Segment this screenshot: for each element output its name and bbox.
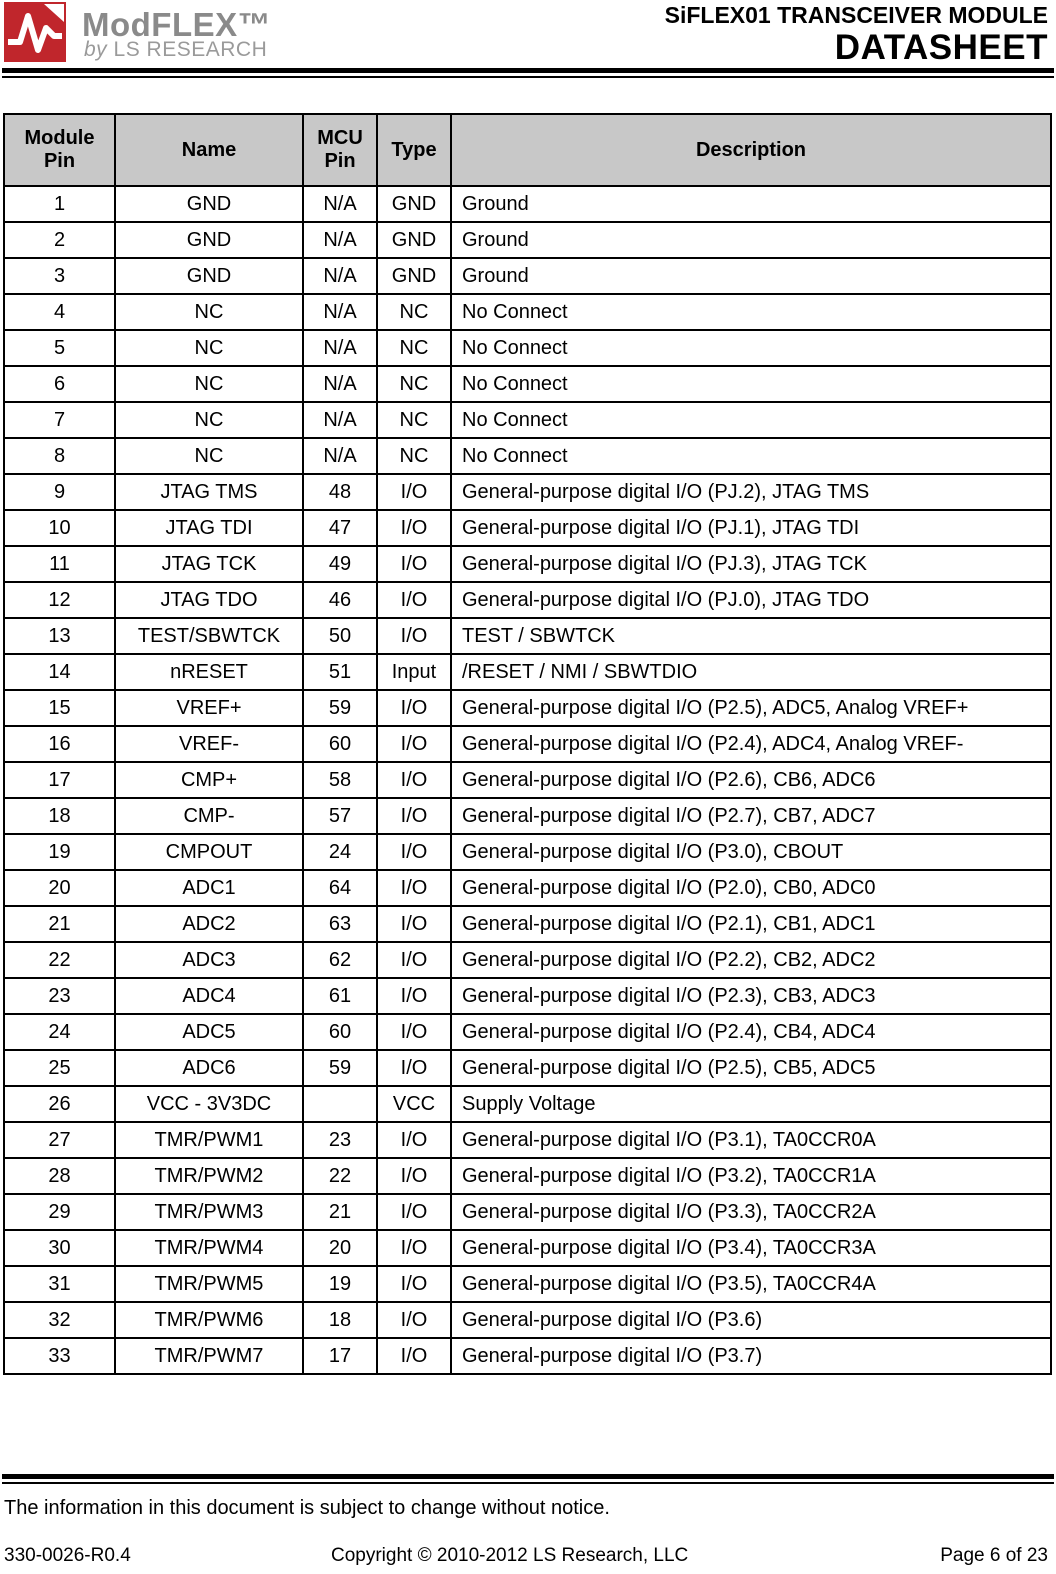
cell-type: NC <box>377 438 451 474</box>
cell-type: I/O <box>377 618 451 654</box>
cell-description: General-purpose digital I/O (P2.5), ADC5, Analog VREF+ <box>451 690 1051 726</box>
table-body <box>4 186 1051 1374</box>
table-row <box>4 1302 1051 1338</box>
cell-name: CMP+ <box>115 762 303 798</box>
cell-module-pin: 18 <box>4 798 115 834</box>
cell-description: General-purpose digital I/O (PJ.0), JTAG TDO <box>451 582 1051 618</box>
cell-name: NC <box>115 402 303 438</box>
cell-mcu-pin: 17 <box>303 1338 377 1374</box>
cell-mcu-pin: N/A <box>303 438 377 474</box>
cell-mcu-pin: 23 <box>303 1122 377 1158</box>
cell-name: TMR/PWM7 <box>115 1338 303 1374</box>
cell-module-pin: 23 <box>4 978 115 1014</box>
cell-description: General-purpose digital I/O (P3.2), TA0CCR1A <box>451 1158 1051 1194</box>
table-row <box>4 942 1051 978</box>
cell-type: GND <box>377 258 451 294</box>
cell-module-pin: 17 <box>4 762 115 798</box>
cell-module-pin: 33 <box>4 1338 115 1374</box>
cell-description: Ground <box>451 222 1051 258</box>
cell-module-pin: 19 <box>4 834 115 870</box>
cell-mcu-pin: 21 <box>303 1194 377 1230</box>
cell-description: Supply Voltage <box>451 1086 1051 1122</box>
cell-type: I/O <box>377 834 451 870</box>
cell-description: General-purpose digital I/O (P3.7) <box>451 1338 1051 1374</box>
cell-module-pin: 8 <box>4 438 115 474</box>
cell-description: General-purpose digital I/O (P2.3), CB3, ADC3 <box>451 978 1051 1014</box>
cell-description: General-purpose digital I/O (P2.6), CB6, ADC6 <box>451 762 1051 798</box>
cell-description: General-purpose digital I/O (PJ.1), JTAG TDI <box>451 510 1051 546</box>
cell-module-pin: 9 <box>4 474 115 510</box>
cell-type: I/O <box>377 510 451 546</box>
cell-name: NC <box>115 330 303 366</box>
table-row <box>4 258 1051 294</box>
cell-module-pin: 4 <box>4 294 115 330</box>
table-header-row <box>4 114 1051 186</box>
cell-mcu-pin: 58 <box>303 762 377 798</box>
cell-mcu-pin: N/A <box>303 258 377 294</box>
cell-type: NC <box>377 330 451 366</box>
table-row <box>4 978 1051 1014</box>
cell-mcu-pin: 61 <box>303 978 377 1014</box>
cell-type: I/O <box>377 978 451 1014</box>
cell-mcu-pin: 62 <box>303 942 377 978</box>
cell-name: VCC - 3V3DC <box>115 1086 303 1122</box>
cell-description: General-purpose digital I/O (P3.4), TA0CCR3A <box>451 1230 1051 1266</box>
cell-module-pin: 29 <box>4 1194 115 1230</box>
pin-description-table <box>3 113 1052 1375</box>
cell-type: I/O <box>377 1266 451 1302</box>
cell-name: ADC3 <box>115 942 303 978</box>
table-row <box>4 1266 1051 1302</box>
cell-type: I/O <box>377 762 451 798</box>
cell-mcu-pin <box>303 1086 377 1122</box>
cell-mcu-pin: 59 <box>303 690 377 726</box>
cell-description: /RESET / NMI / SBWTDIO <box>451 654 1051 690</box>
cell-mcu-pin: 22 <box>303 1158 377 1194</box>
cell-description: General-purpose digital I/O (P3.5), TA0CCR4A <box>451 1266 1051 1302</box>
cell-type: I/O <box>377 1050 451 1086</box>
table-row <box>4 330 1051 366</box>
cell-module-pin: 14 <box>4 654 115 690</box>
cell-name: TMR/PWM2 <box>115 1158 303 1194</box>
cell-type: NC <box>377 294 451 330</box>
table-row <box>4 834 1051 870</box>
cell-name: TMR/PWM6 <box>115 1302 303 1338</box>
cell-module-pin: 3 <box>4 258 115 294</box>
cell-module-pin: 6 <box>4 366 115 402</box>
cell-name: CMP- <box>115 798 303 834</box>
header-name: Name <box>115 114 303 186</box>
header-rule-thin <box>2 76 1054 78</box>
table-row <box>4 294 1051 330</box>
cell-description: Ground <box>451 258 1051 294</box>
logo-by: by <box>84 38 108 61</box>
cell-type: I/O <box>377 798 451 834</box>
cell-name: ADC5 <box>115 1014 303 1050</box>
table-row <box>4 618 1051 654</box>
table-row <box>4 798 1051 834</box>
cell-type: GND <box>377 222 451 258</box>
cell-name: CMPOUT <box>115 834 303 870</box>
table-row <box>4 582 1051 618</box>
table-row <box>4 906 1051 942</box>
cell-name: ADC6 <box>115 1050 303 1086</box>
table-row <box>4 1338 1051 1374</box>
cell-type: NC <box>377 366 451 402</box>
table-row <box>4 726 1051 762</box>
cell-description: No Connect <box>451 330 1051 366</box>
cell-module-pin: 10 <box>4 510 115 546</box>
header-description: Description <box>451 114 1051 186</box>
cell-module-pin: 16 <box>4 726 115 762</box>
cell-description: General-purpose digital I/O (P3.1), TA0CCR0A <box>451 1122 1051 1158</box>
cell-type: I/O <box>377 1158 451 1194</box>
cell-type: I/O <box>377 1338 451 1374</box>
cell-mcu-pin: 18 <box>303 1302 377 1338</box>
table-row <box>4 1086 1051 1122</box>
cell-name: NC <box>115 438 303 474</box>
table-row <box>4 474 1051 510</box>
cell-mcu-pin: 63 <box>303 906 377 942</box>
cell-mcu-pin: 60 <box>303 726 377 762</box>
table-row <box>4 870 1051 906</box>
table-row <box>4 546 1051 582</box>
cell-name: VREF+ <box>115 690 303 726</box>
table-row <box>4 1050 1051 1086</box>
footer-doc-number: 330-0026-R0.4 <box>4 1545 131 1566</box>
cell-module-pin: 7 <box>4 402 115 438</box>
table-row <box>4 690 1051 726</box>
cell-name: ADC1 <box>115 870 303 906</box>
header-mcu-pin: MCU Pin <box>303 114 377 186</box>
cell-description: General-purpose digital I/O (P2.2), CB2, ADC2 <box>451 942 1051 978</box>
footer-page-number: Page 6 of 23 <box>940 1545 1048 1566</box>
table-row <box>4 366 1051 402</box>
table-row <box>4 222 1051 258</box>
cell-module-pin: 26 <box>4 1086 115 1122</box>
cell-mcu-pin: 49 <box>303 546 377 582</box>
cell-mcu-pin: 57 <box>303 798 377 834</box>
cell-mcu-pin: N/A <box>303 222 377 258</box>
cell-name: nRESET <box>115 654 303 690</box>
header-module-pin: Module Pin <box>4 114 115 186</box>
logo-brand-text: ModFLEX™ <box>82 6 272 43</box>
cell-description: No Connect <box>451 366 1051 402</box>
document-title: SiFLEX01 TRANSCEIVER MODULE <box>664 2 1048 28</box>
table-row <box>4 1230 1051 1266</box>
cell-description: Ground <box>451 186 1051 222</box>
cell-name: NC <box>115 366 303 402</box>
cell-name: GND <box>115 222 303 258</box>
cell-mcu-pin: 51 <box>303 654 377 690</box>
footer-rule-thick <box>2 1474 1054 1479</box>
cell-mcu-pin: 50 <box>303 618 377 654</box>
table-row <box>4 186 1051 222</box>
table-row <box>4 510 1051 546</box>
logo-subtitle <box>84 38 267 62</box>
cell-mcu-pin: 46 <box>303 582 377 618</box>
cell-description: General-purpose digital I/O (P2.7), CB7, ADC7 <box>451 798 1051 834</box>
cell-name: JTAG TCK <box>115 546 303 582</box>
cell-type: I/O <box>377 690 451 726</box>
cell-name: TMR/PWM5 <box>115 1266 303 1302</box>
cell-mcu-pin: N/A <box>303 366 377 402</box>
table-row <box>4 1014 1051 1050</box>
cell-mcu-pin: N/A <box>303 402 377 438</box>
cell-description: General-purpose digital I/O (P2.5), CB5, ADC5 <box>451 1050 1051 1086</box>
cell-type: I/O <box>377 582 451 618</box>
table-row <box>4 402 1051 438</box>
cell-mcu-pin: 48 <box>303 474 377 510</box>
modflex-logo <box>4 2 294 66</box>
cell-module-pin: 1 <box>4 186 115 222</box>
cell-module-pin: 20 <box>4 870 115 906</box>
header-rule-thick <box>2 68 1054 73</box>
cell-mcu-pin: 60 <box>303 1014 377 1050</box>
cell-mcu-pin: N/A <box>303 186 377 222</box>
cell-description: General-purpose digital I/O (P3.3), TA0CCR2A <box>451 1194 1051 1230</box>
cell-module-pin: 15 <box>4 690 115 726</box>
cell-name: TMR/PWM1 <box>115 1122 303 1158</box>
footer-copyright: Copyright © 2010-2012 LS Research, LLC <box>331 1545 689 1566</box>
cell-type: I/O <box>377 942 451 978</box>
cell-name: TMR/PWM4 <box>115 1230 303 1266</box>
footer-rule-thin <box>2 1482 1054 1484</box>
cell-module-pin: 30 <box>4 1230 115 1266</box>
cell-mcu-pin: N/A <box>303 330 377 366</box>
cell-type: I/O <box>377 1302 451 1338</box>
document-subtitle: DATASHEET <box>834 28 1048 67</box>
cell-module-pin: 5 <box>4 330 115 366</box>
cell-module-pin: 12 <box>4 582 115 618</box>
table-row <box>4 1122 1051 1158</box>
header-type: Type <box>377 114 451 186</box>
cell-type: I/O <box>377 1014 451 1050</box>
cell-description: General-purpose digital I/O (PJ.2), JTAG TMS <box>451 474 1051 510</box>
cell-description: General-purpose digital I/O (P2.1), CB1, ADC1 <box>451 906 1051 942</box>
cell-name: JTAG TDI <box>115 510 303 546</box>
table-row <box>4 1194 1051 1230</box>
cell-description: General-purpose digital I/O (P2.4), ADC4, Analog VREF- <box>451 726 1051 762</box>
cell-mcu-pin: 20 <box>303 1230 377 1266</box>
cell-description: No Connect <box>451 402 1051 438</box>
table-row <box>4 762 1051 798</box>
cell-name: ADC4 <box>115 978 303 1014</box>
cell-name: JTAG TDO <box>115 582 303 618</box>
cell-description: General-purpose digital I/O (P3.0), CBOUT <box>451 834 1051 870</box>
cell-type: I/O <box>377 474 451 510</box>
cell-type: I/O <box>377 1230 451 1266</box>
cell-description: TEST / SBWTCK <box>451 618 1051 654</box>
cell-mcu-pin: 19 <box>303 1266 377 1302</box>
cell-mcu-pin: N/A <box>303 294 377 330</box>
cell-description: No Connect <box>451 438 1051 474</box>
cell-type: I/O <box>377 726 451 762</box>
cell-mcu-pin: 59 <box>303 1050 377 1086</box>
cell-name: GND <box>115 186 303 222</box>
cell-type: I/O <box>377 906 451 942</box>
cell-name: JTAG TMS <box>115 474 303 510</box>
cell-description: General-purpose digital I/O (P2.4), CB4, ADC4 <box>451 1014 1051 1050</box>
cell-module-pin: 31 <box>4 1266 115 1302</box>
logo-mark-icon <box>4 2 66 62</box>
table-row <box>4 1158 1051 1194</box>
table-row <box>4 654 1051 690</box>
cell-type: GND <box>377 186 451 222</box>
cell-module-pin: 11 <box>4 546 115 582</box>
cell-type: I/O <box>377 546 451 582</box>
cell-type: VCC <box>377 1086 451 1122</box>
cell-description: General-purpose digital I/O (PJ.3), JTAG TCK <box>451 546 1051 582</box>
cell-type: Input <box>377 654 451 690</box>
cell-name: GND <box>115 258 303 294</box>
cell-name: TMR/PWM3 <box>115 1194 303 1230</box>
cell-module-pin: 32 <box>4 1302 115 1338</box>
table-row <box>4 438 1051 474</box>
cell-name: NC <box>115 294 303 330</box>
cell-name: ADC2 <box>115 906 303 942</box>
cell-module-pin: 13 <box>4 618 115 654</box>
footer-notice: The information in this document is subject to change without notice. <box>4 1497 610 1519</box>
cell-mcu-pin: 64 <box>303 870 377 906</box>
cell-module-pin: 28 <box>4 1158 115 1194</box>
cell-type: I/O <box>377 1122 451 1158</box>
cell-description: General-purpose digital I/O (P3.6) <box>451 1302 1051 1338</box>
cell-type: I/O <box>377 1194 451 1230</box>
cell-mcu-pin: 24 <box>303 834 377 870</box>
cell-module-pin: 24 <box>4 1014 115 1050</box>
cell-module-pin: 22 <box>4 942 115 978</box>
cell-module-pin: 25 <box>4 1050 115 1086</box>
cell-module-pin: 27 <box>4 1122 115 1158</box>
cell-name: VREF- <box>115 726 303 762</box>
cell-type: NC <box>377 402 451 438</box>
cell-name: TEST/SBWTCK <box>115 618 303 654</box>
cell-type: I/O <box>377 870 451 906</box>
cell-description: No Connect <box>451 294 1051 330</box>
logo-company: LS RESEARCH <box>113 38 268 61</box>
cell-module-pin: 21 <box>4 906 115 942</box>
cell-description: General-purpose digital I/O (P2.0), CB0, ADC0 <box>451 870 1051 906</box>
cell-mcu-pin: 47 <box>303 510 377 546</box>
cell-module-pin: 2 <box>4 222 115 258</box>
